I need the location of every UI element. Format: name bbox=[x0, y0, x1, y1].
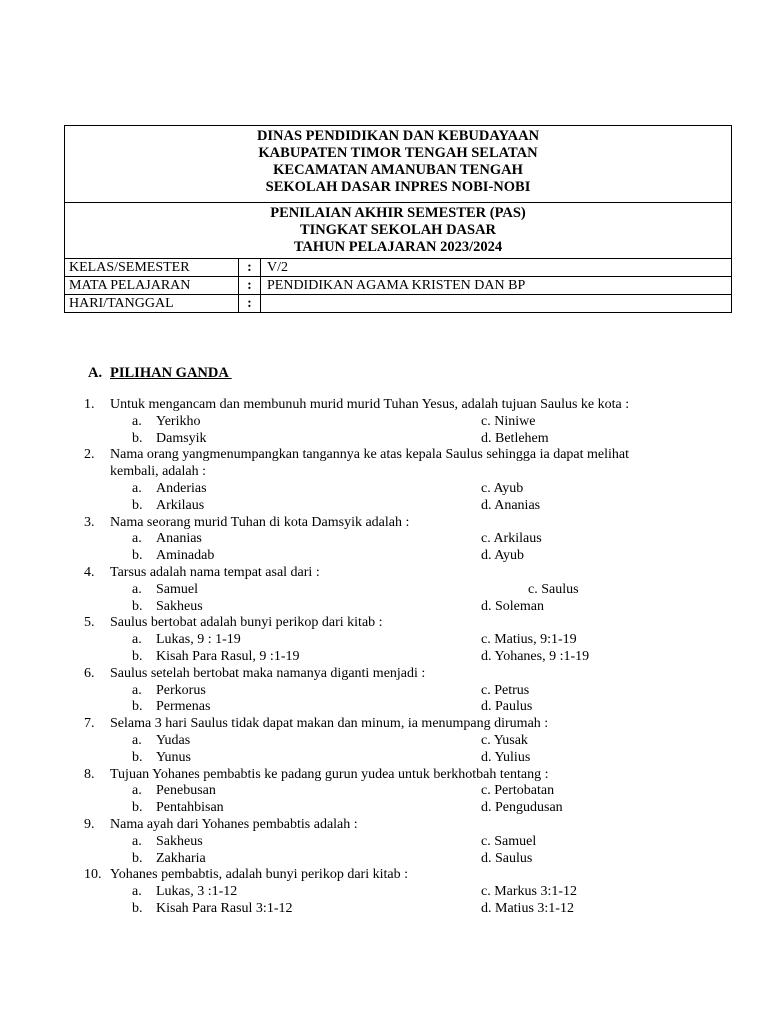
option-letter: a. bbox=[132, 833, 142, 849]
option-answer: Lukas, 9 : 1-19 bbox=[156, 632, 241, 648]
question-line bbox=[84, 565, 724, 582]
exam-title-line: TINGKAT SEKOLAH DASAR bbox=[299, 222, 497, 238]
option-row bbox=[84, 431, 724, 448]
question-line bbox=[84, 817, 724, 834]
question-text: Nama seorang murid Tuhan di kota Damsyik adalah : bbox=[110, 514, 410, 530]
exam-title-block bbox=[65, 203, 731, 259]
option-row bbox=[84, 531, 724, 548]
exam-title-line: PENILAIAN AKHIR SEMESTER (PAS) bbox=[270, 205, 526, 221]
option-row bbox=[84, 733, 724, 750]
option-row bbox=[84, 498, 724, 515]
section-letter: A. bbox=[88, 365, 103, 381]
option-left bbox=[84, 750, 481, 767]
option-left bbox=[84, 531, 481, 548]
option-letter: a. bbox=[132, 682, 142, 698]
info-label: KELAS/SEMESTER bbox=[65, 259, 239, 276]
option-answer-right: c. Markus 3:1-12 bbox=[481, 884, 578, 900]
option-letter: b. bbox=[132, 497, 143, 513]
option-row bbox=[84, 699, 724, 716]
option-row bbox=[84, 649, 724, 666]
question-line bbox=[84, 397, 724, 414]
option-row bbox=[84, 481, 724, 498]
question-item bbox=[84, 767, 724, 817]
question-number: 8. bbox=[84, 766, 95, 782]
option-row bbox=[84, 599, 724, 616]
question-text: Selama 3 hari Saulus tidak dapat makan dan minum, ia menumpang dirumah : bbox=[110, 716, 549, 732]
question-number: 4. bbox=[84, 564, 95, 580]
option-answer-right: d. Soleman bbox=[481, 598, 544, 614]
option-left bbox=[84, 649, 481, 666]
question-item bbox=[84, 817, 724, 867]
option-letter: b. bbox=[132, 598, 143, 614]
option-answer-right: c. Pertobatan bbox=[481, 783, 555, 799]
option-answer: Aminadab bbox=[156, 548, 215, 564]
question-number: 5. bbox=[84, 615, 95, 631]
question-item bbox=[84, 515, 724, 565]
institution-line: KABUPATEN TIMOR TENGAH SELATAN bbox=[258, 145, 538, 161]
question-number: 1. bbox=[84, 397, 95, 412]
option-left bbox=[84, 699, 481, 716]
option-letter: b. bbox=[132, 648, 143, 664]
question-text: Nama orang yangmenumpangkan tangannya ke atas kepala Saulus sehingga ia dapat melihat bbox=[110, 447, 629, 463]
option-answer: Arkilaus bbox=[156, 497, 205, 513]
question-number bbox=[84, 464, 110, 481]
option-left bbox=[84, 632, 481, 649]
institution-line: DINAS PENDIDIKAN DAN KEBUDAYAAN bbox=[256, 128, 540, 144]
info-value bbox=[261, 295, 731, 312]
option-row bbox=[84, 632, 724, 649]
option-answer-right: d. Paulus bbox=[481, 699, 533, 715]
question-line bbox=[84, 515, 724, 532]
option-answer: Zakharia bbox=[156, 850, 206, 866]
question-text: kembali, adalah : bbox=[110, 464, 207, 480]
option-row bbox=[84, 750, 724, 767]
option-row bbox=[84, 884, 724, 901]
question-number: 3. bbox=[84, 514, 95, 530]
option-left bbox=[84, 800, 481, 817]
option-letter: a. bbox=[132, 480, 142, 496]
option-left bbox=[84, 498, 481, 515]
question-item bbox=[84, 397, 724, 447]
option-answer: Samuel bbox=[156, 581, 198, 597]
section-title bbox=[88, 365, 232, 382]
option-letter: a. bbox=[132, 732, 142, 748]
option-left bbox=[84, 901, 481, 918]
institution-line: SEKOLAH DASAR INPRES NOBI-NOBI bbox=[265, 179, 531, 195]
option-row bbox=[84, 548, 724, 565]
option-letter: b. bbox=[132, 900, 143, 916]
question-text: Yohanes pembabtis, adalah bunyi perikop dari kitab : bbox=[110, 867, 408, 883]
question-text: Saulus setelah bertobat maka namanya diganti menjadi : bbox=[110, 665, 426, 681]
info-row-date bbox=[65, 295, 731, 312]
option-left bbox=[84, 783, 481, 800]
option-letter: b. bbox=[132, 430, 143, 446]
exam-header-box bbox=[64, 125, 732, 313]
question-text: Tarsus adalah nama tempat asal dari : bbox=[110, 564, 320, 580]
question-number: 10. bbox=[84, 867, 102, 883]
option-letter: b. bbox=[132, 548, 143, 564]
question-line bbox=[84, 666, 724, 683]
option-answer-right: d. Ananias bbox=[481, 497, 541, 513]
option-answer: Kisah Para Rasul, 9 :1-19 bbox=[156, 648, 300, 664]
option-answer: Yunus bbox=[156, 749, 192, 765]
option-answer: Pentahbisan bbox=[156, 800, 224, 816]
option-letter: b. bbox=[132, 800, 143, 816]
option-left bbox=[84, 834, 481, 851]
option-answer-right: d. Yohanes, 9 :1-19 bbox=[481, 648, 590, 664]
info-label: MATA PELAJARAN bbox=[65, 277, 239, 294]
option-left bbox=[84, 582, 481, 599]
info-colon: : bbox=[239, 259, 261, 276]
exam-title-line: TAHUN PELAJARAN 2023/2024 bbox=[293, 239, 503, 255]
option-answer-right: d. Pengudusan bbox=[481, 800, 563, 816]
question-line bbox=[84, 767, 724, 784]
option-left bbox=[84, 414, 481, 431]
info-colon: : bbox=[239, 295, 261, 312]
option-answer-right: c. Samuel bbox=[481, 833, 537, 849]
option-answer: Sakheus bbox=[156, 598, 203, 614]
option-answer: Damsyik bbox=[156, 430, 207, 446]
option-row bbox=[84, 800, 724, 817]
option-answer-right: d. Betlehem bbox=[481, 430, 549, 446]
option-left bbox=[84, 481, 481, 498]
option-answer: Ananias bbox=[156, 531, 202, 547]
question-number: 6. bbox=[84, 665, 95, 681]
question-number: 7. bbox=[84, 716, 95, 732]
option-answer-right: c. Niniwe bbox=[481, 413, 536, 429]
option-answer: Lukas, 3 :1-12 bbox=[156, 884, 238, 900]
option-answer-right: c. Ayub bbox=[481, 480, 524, 496]
option-answer-right: c. Yusak bbox=[481, 732, 528, 748]
option-answer-right: c. Arkilaus bbox=[481, 531, 542, 547]
question-item bbox=[84, 615, 724, 665]
option-answer: Permenas bbox=[156, 699, 211, 715]
question-line bbox=[84, 867, 724, 884]
question-text: Untuk mengancam dan membunuh murid murid Tuhan Yesus, adalah tujuan Saulus ke kota : bbox=[110, 397, 630, 412]
question-line bbox=[84, 464, 724, 481]
option-answer: Perkorus bbox=[156, 682, 206, 698]
info-colon: : bbox=[239, 277, 261, 294]
option-letter: a. bbox=[132, 783, 142, 799]
option-letter: a. bbox=[132, 884, 142, 900]
question-number: 2. bbox=[84, 447, 95, 463]
option-left bbox=[84, 733, 481, 750]
info-row-subject bbox=[65, 277, 731, 295]
option-letter: b. bbox=[132, 699, 143, 715]
option-answer-right: d. Yulius bbox=[481, 749, 531, 765]
info-value: PENDIDIKAN AGAMA KRISTEN DAN BP bbox=[267, 278, 526, 293]
option-row bbox=[84, 901, 724, 918]
option-answer-right: d. Ayub bbox=[481, 548, 525, 564]
option-letter: b. bbox=[132, 850, 143, 866]
question-line bbox=[84, 716, 724, 733]
option-answer: Kisah Para Rasul 3:1-12 bbox=[156, 900, 293, 916]
option-answer: Anderias bbox=[156, 480, 207, 496]
question-item bbox=[84, 565, 724, 615]
question-number: 9. bbox=[84, 816, 95, 832]
option-letter: a. bbox=[132, 632, 142, 648]
question-item bbox=[84, 867, 724, 917]
question-text: Nama ayah dari Yohanes pembabtis adalah : bbox=[110, 816, 358, 832]
option-letter: a. bbox=[132, 581, 142, 597]
institution-block bbox=[65, 126, 731, 203]
option-row bbox=[84, 851, 724, 868]
option-letter: a. bbox=[132, 413, 142, 429]
option-left bbox=[84, 683, 481, 700]
option-answer-right: d. Matius 3:1-12 bbox=[481, 900, 574, 916]
info-row-class bbox=[65, 259, 731, 277]
option-row bbox=[84, 834, 724, 851]
option-answer-right: c. Matius, 9:1-19 bbox=[481, 632, 577, 648]
option-letter: a. bbox=[132, 531, 142, 547]
option-answer: Sakheus bbox=[156, 833, 203, 849]
info-value: V/2 bbox=[267, 260, 288, 275]
option-row bbox=[84, 582, 724, 599]
option-answer-right: c. Saulus bbox=[528, 581, 579, 597]
question-line bbox=[84, 447, 724, 464]
option-row bbox=[84, 414, 724, 431]
option-answer: Yerikho bbox=[156, 413, 201, 429]
question-line bbox=[84, 615, 724, 632]
question-text: Tujuan Yohanes pembabtis ke padang gurun yudea untuk berkhotbah tentang : bbox=[110, 766, 549, 782]
option-answer-right: d. Saulus bbox=[481, 850, 533, 866]
section-title-text: PILIHAN GANDA bbox=[110, 365, 232, 381]
option-answer: Penebusan bbox=[156, 783, 216, 799]
option-left bbox=[84, 884, 481, 901]
question-text: Saulus bertobat adalah bunyi perikop dari kitab : bbox=[110, 615, 383, 631]
question-list bbox=[84, 397, 724, 918]
option-row bbox=[84, 783, 724, 800]
option-letter: b. bbox=[132, 749, 143, 765]
question-item bbox=[84, 716, 724, 766]
question-item bbox=[84, 447, 724, 514]
option-answer: Yudas bbox=[156, 732, 191, 748]
option-left bbox=[84, 548, 481, 565]
option-answer-right: c. Petrus bbox=[481, 682, 530, 698]
option-left bbox=[84, 851, 481, 868]
option-row bbox=[84, 683, 724, 700]
option-left bbox=[84, 599, 481, 616]
institution-line: KECAMATAN AMANUBAN TENGAH bbox=[273, 162, 523, 178]
question-item bbox=[84, 666, 724, 716]
info-label: HARI/TANGGAL bbox=[65, 295, 239, 312]
option-left bbox=[84, 431, 481, 448]
